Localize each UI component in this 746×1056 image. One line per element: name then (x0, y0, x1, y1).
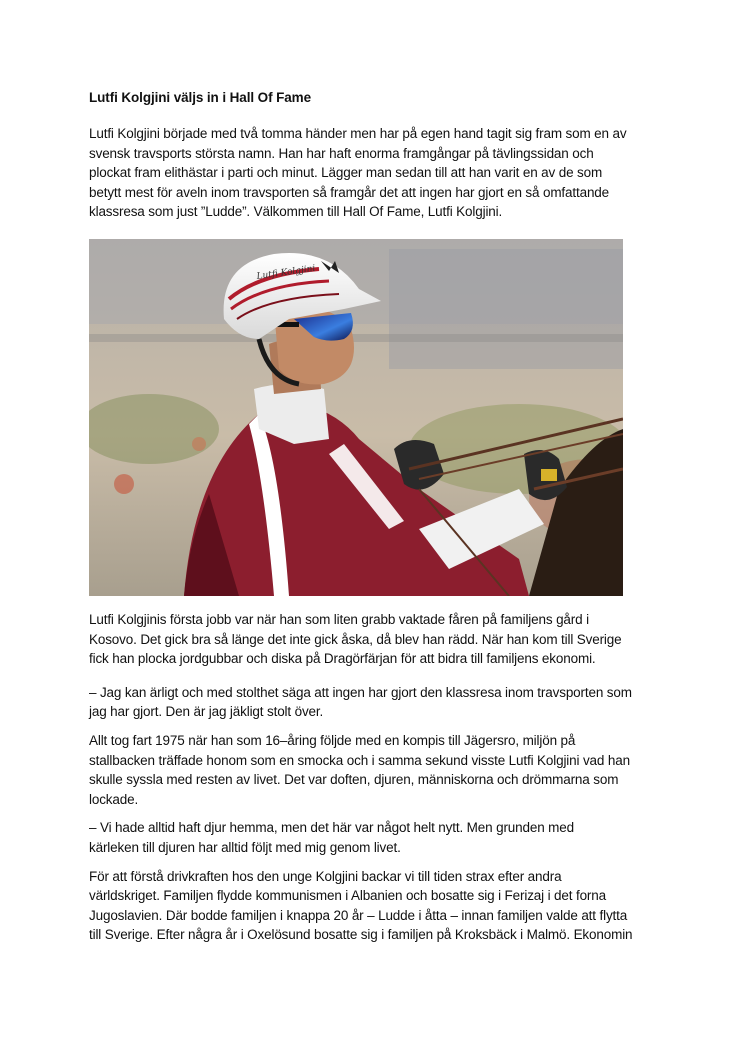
quote-paragraph (89, 818, 661, 857)
text-line: klassresa som just ”Ludde”. Välkommen till Hall Of Fame, Lutfi Kolgjini. (89, 204, 503, 220)
text-line: Allt tog fart 1975 när han som 16–åring följde med en kompis till Jägersro, miljön på (89, 732, 576, 748)
text-line: fick han plocka jordgubbar och diska på Dragörfärjan för att bidra till familjens ekonomi. (89, 651, 596, 667)
text-line: För att förstå drivkraften hos den unge Kolgjini backar vi till tiden strax efter andra (89, 868, 562, 884)
article-title: Lutfi Kolgjini väljs in i Hall Of Fame (89, 90, 311, 105)
text-line: plockat fram elithästar i parti och minut. Lägger man sedan till att han varit en av de som (89, 165, 603, 181)
intro-paragraph (89, 124, 661, 222)
paragraph (89, 867, 661, 945)
text-line: – Jag kan ärligt och med stolthet säga att ingen har gjort den klassresa inom travsporten som (89, 684, 632, 700)
text-line: lockade. (89, 791, 139, 807)
helmet-text: Lutfi Kolgjini (256, 263, 316, 282)
quote-paragraph (89, 683, 661, 722)
text-line: Lutfi Kolgjinis första jobb var när han som liten grabb vaktade fåren på familjens gård i (89, 611, 589, 627)
text-line: stallbacken träffade honom som en smocka och i samma sekund visste Lutfi Kolgjini vad han (89, 752, 630, 768)
paragraph (89, 610, 661, 669)
text-line: – Vi hade alltid haft djur hemma, men det här var något helt nytt. Men grunden med (89, 820, 574, 836)
text-line: kärleken till djuren har alltid följt med mig genom livet. (89, 839, 401, 855)
text-line: jag har gjort. Den är jag jäkligt stolt över. (89, 704, 324, 720)
text-line: Kosovo. Det gick bra så länge det inte gick åska, då blev han rädd. När han kom till Sverige (89, 631, 622, 647)
paragraph (89, 731, 661, 809)
driver-photo (89, 239, 623, 596)
text-line: Jugoslavien. Där bodde familjen i knappa 20 år – Ludde i åtta – innan familjen valde att flytta (89, 907, 628, 923)
text-line: betytt mest för aveln inom travsporten så framgår det att ingen har gjort en så omfattande (89, 184, 610, 200)
text-line: världskriget. Familjen flydde kommunismen i Albanien och bosatte sig i Ferizaj i det forna (89, 888, 606, 904)
text-line: till Sverige. Efter några år i Oxelösund bosatte sig i familjen på Kroksbäck i Malmö. Ekonomin (89, 927, 633, 943)
text-line: Lutfi Kolgjini började med två tomma händer men har på egen hand tagit sig fram som en av (89, 126, 627, 141)
text-line: skulle syssla med resten av livet. Det var doften, djuren, människorna och drömmarna som (89, 772, 619, 788)
article (89, 90, 661, 945)
text-line: svensk travsports största namn. Han har haft enorma framgångar på tävlingssidan och (89, 145, 594, 161)
